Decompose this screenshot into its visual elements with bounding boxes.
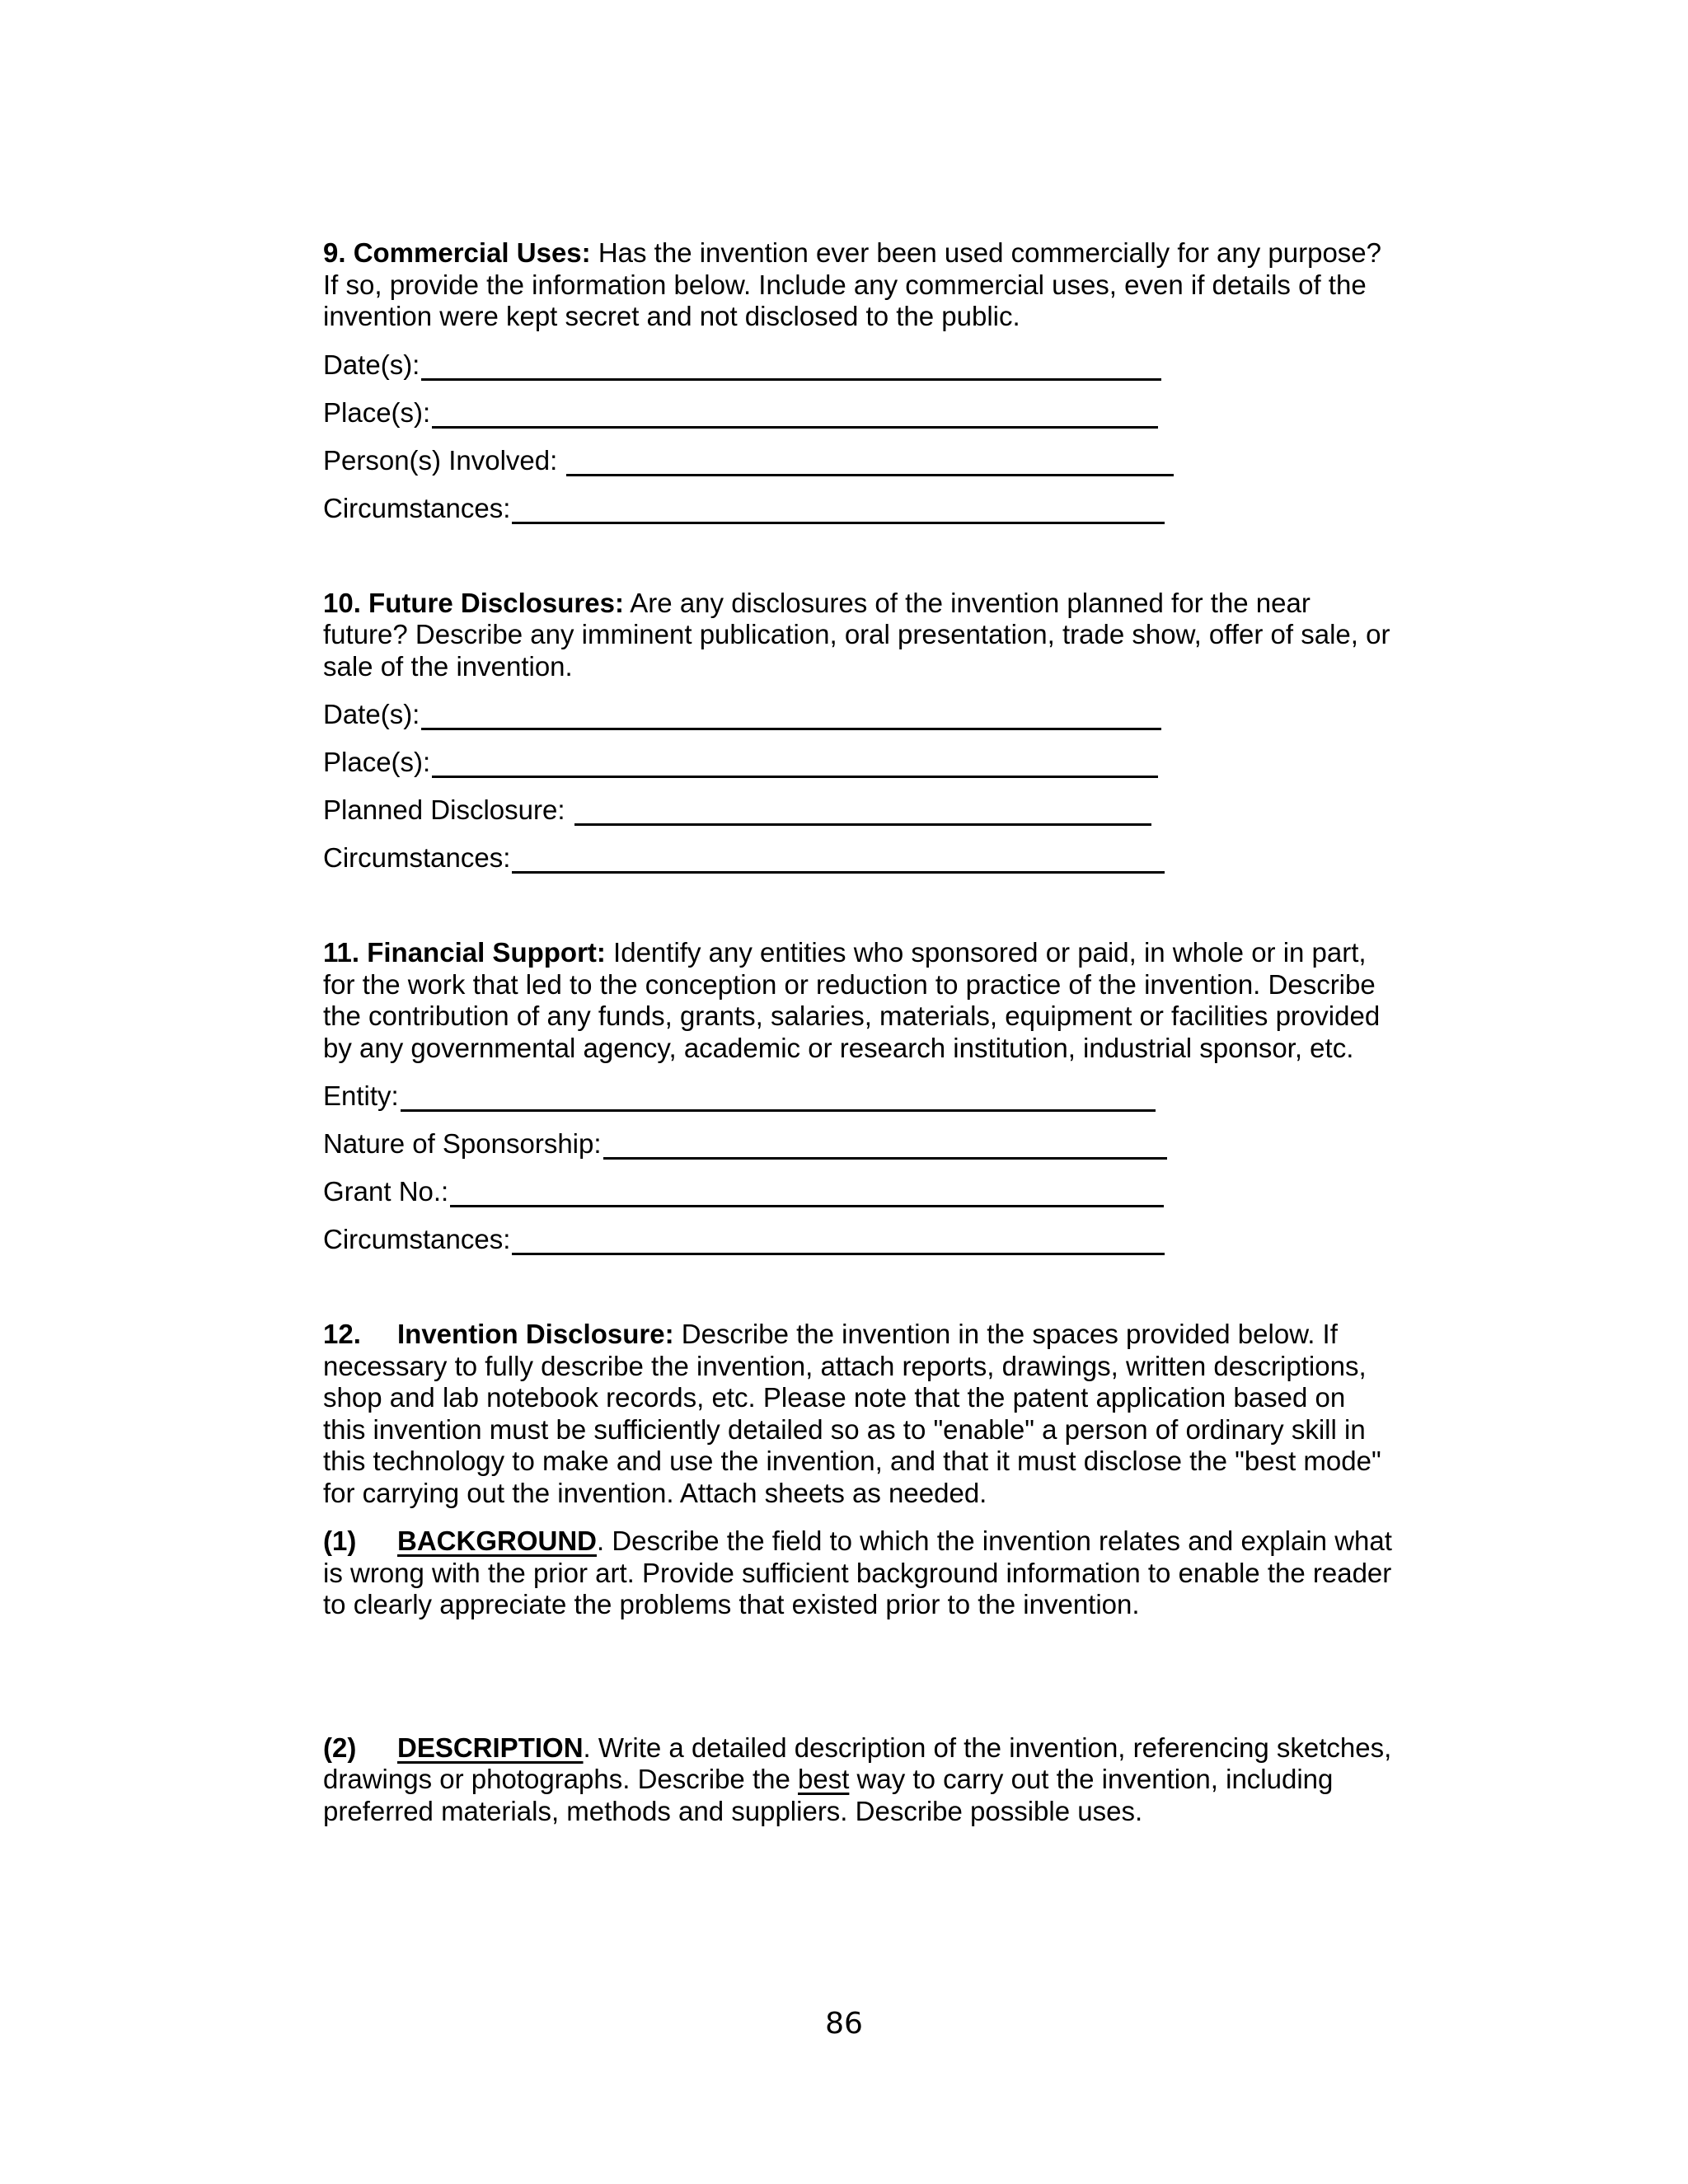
field-label: Circumstances:: [323, 842, 511, 873]
field-places: [323, 747, 1395, 778]
background-title: BACKGROUND: [397, 1526, 597, 1556]
description-text-before: . Write a detailed description of the invention, referencing sketches, drawings or photographs. Describe the: [323, 1732, 1392, 1794]
blank-line[interactable]: [574, 799, 1151, 826]
field-grant-number: [323, 1176, 1395, 1207]
section-financial-support: [323, 937, 1395, 1255]
blank-line[interactable]: [432, 401, 1158, 429]
field-label: Person(s) Involved:: [323, 444, 565, 476]
field-label: Circumstances:: [323, 492, 511, 523]
background-paragraph: [323, 1526, 1395, 1621]
field-label: Place(s):: [323, 396, 431, 428]
blank-line[interactable]: [512, 1228, 1165, 1255]
section-9-text: Has the invention ever been used commercially for any purpose? If so, provide the information below. Include any commercial uses, even if details of the invention were kept secret and not disclosed to the public.: [323, 237, 1382, 331]
blank-line[interactable]: [421, 354, 1161, 381]
field-label: Date(s):: [323, 699, 420, 729]
page-number: 86: [825, 2007, 863, 2041]
field-nature-of-sponsorship: [323, 1128, 1395, 1160]
blank-line[interactable]: [566, 449, 1174, 476]
description-paragraph: [323, 1732, 1395, 1828]
blank-line[interactable]: [512, 846, 1165, 874]
blank-line[interactable]: [603, 1132, 1167, 1160]
field-label: Planned Disclosure:: [323, 794, 573, 825]
blank-line[interactable]: [432, 751, 1158, 778]
field-label: Place(s):: [323, 747, 431, 777]
section-10-heading: 10. Future Disclosures:: [323, 587, 624, 618]
description-emphasis: best: [798, 1764, 850, 1794]
section-invention-disclosure: [323, 1319, 1395, 1827]
blank-line[interactable]: [401, 1085, 1156, 1112]
field-label: Date(s):: [323, 349, 420, 380]
section-commercial-uses: [323, 237, 1395, 524]
section-12-intro: [323, 1319, 1395, 1509]
field-circumstances: [323, 842, 1395, 874]
field-circumstances: [323, 1224, 1395, 1255]
section-12-heading: Invention Disclosure:: [397, 1319, 674, 1349]
description-number: (2): [323, 1732, 357, 1763]
field-dates: [323, 699, 1395, 730]
section-9-heading: 9. Commercial Uses:: [323, 237, 591, 268]
field-dates: [323, 349, 1395, 381]
section-10-text: Are any disclosures of the invention planned for the near future? Describe any imminent publication, oral presentation, trade show, offer of sale, or sale of the invention.: [323, 587, 1390, 682]
field-label: Entity:: [323, 1080, 399, 1111]
field-planned-disclosure: [323, 794, 1395, 826]
section-11-heading: 11. Financial Support:: [323, 937, 606, 968]
background-number: (1): [323, 1526, 357, 1556]
section-future-disclosures: [323, 588, 1395, 874]
section-9-intro: [323, 237, 1395, 333]
field-label: Nature of Sponsorship:: [323, 1128, 602, 1159]
field-label: Circumstances:: [323, 1224, 511, 1254]
field-persons-involved: [323, 445, 1395, 476]
description-text-after: way to carry out the invention, including preferred materials, methods and suppliers. Describe possible uses.: [323, 1764, 1334, 1826]
field-circumstances: [323, 493, 1395, 524]
blank-line[interactable]: [421, 703, 1161, 730]
field-places: [323, 397, 1395, 429]
background-text: . Describe the field to which the invention relates and explain what is wrong with the prior art. Provide sufficient background information to enable the reader to clearly appreciate the problems that existed prior to the invention.: [323, 1526, 1392, 1619]
blank-line[interactable]: [512, 497, 1165, 524]
section-12-number: 12.: [323, 1319, 361, 1349]
form-content: [323, 237, 1395, 1827]
section-10-intro: [323, 588, 1395, 683]
section-12-text: Describe the invention in the spaces provided below. If necessary to fully describe the invention, attach reports, drawings, written descriptions, shop and lab notebook records, etc. Please note that the patent application based on this invention must be sufficiently detailed so as to "enable" a person of ordinary skill in this technology to make and use the invention, and that it must disclose the "best mode" for carrying out the invention. Attach sheets as needed.: [323, 1319, 1381, 1508]
section-11-text: Identify any entities who sponsored or paid, in whole or in part, for the work that led to the conception or reduction to practice of the invention. Describe the contribution of any funds, grants, salaries, materials, equipment or facilities provided by any governmental agency, academic or research institution, industrial sponsor, etc.: [323, 937, 1381, 1063]
description-title: DESCRIPTION: [397, 1732, 584, 1763]
section-11-intro: [323, 937, 1395, 1064]
field-label: Grant No.:: [323, 1176, 449, 1207]
blank-line[interactable]: [450, 1180, 1164, 1207]
field-entity: [323, 1080, 1395, 1112]
